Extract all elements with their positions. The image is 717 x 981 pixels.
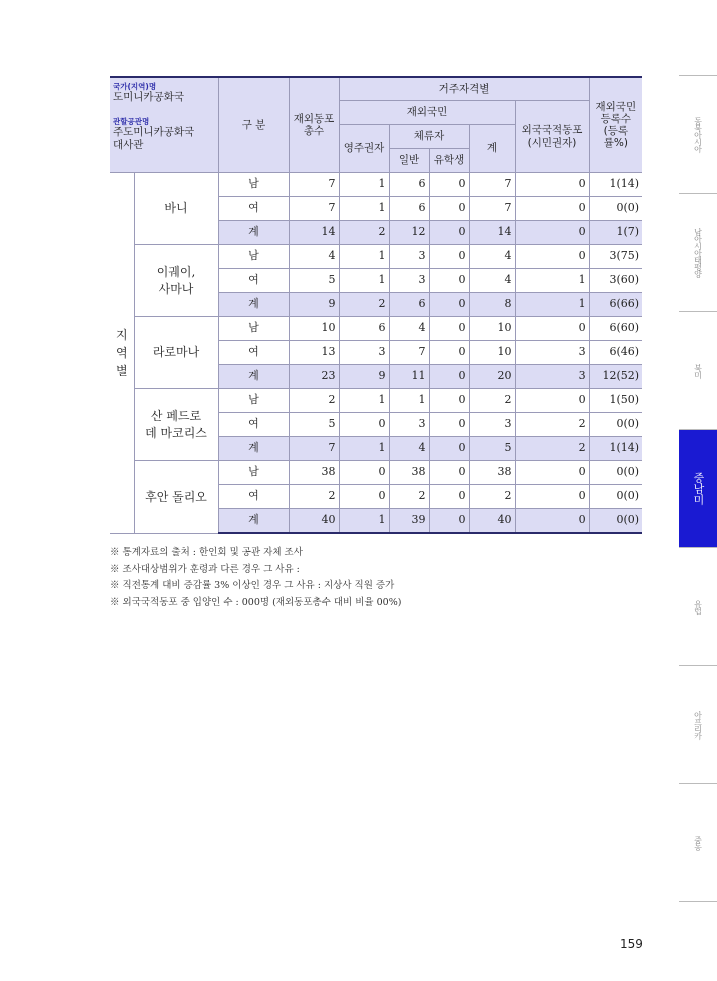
table-body bbox=[110, 173, 642, 534]
permanent-cell: 6 bbox=[339, 317, 389, 341]
student-cell: 0 bbox=[429, 269, 469, 293]
student-cell: 0 bbox=[429, 365, 469, 389]
general-cell: 38 bbox=[389, 461, 429, 485]
total-header: 재외동포 총수 bbox=[289, 77, 339, 173]
total-cell: 23 bbox=[289, 365, 339, 389]
student-cell: 0 bbox=[429, 317, 469, 341]
side-nav-item[interactable] bbox=[679, 548, 717, 665]
subtotal-cell: 2 bbox=[469, 485, 515, 509]
registered-cell: 6(46) bbox=[589, 341, 642, 365]
side-nav-divider bbox=[679, 901, 717, 902]
side-nav-label: 중동 bbox=[693, 835, 703, 850]
total-cell: 14 bbox=[289, 221, 339, 245]
residence-header: 거주자격별 bbox=[339, 77, 589, 101]
footnote: ※ 통계자료의 출처 : 한인회 및 공관 자체 조사 bbox=[110, 547, 303, 558]
table-row bbox=[110, 461, 642, 485]
office-name-line2: 대사관 bbox=[113, 139, 144, 151]
permanent-cell: 0 bbox=[339, 461, 389, 485]
registered-cell: 1(14) bbox=[589, 437, 642, 461]
permanent-cell: 1 bbox=[339, 197, 389, 221]
side-nav-item[interactable] bbox=[679, 194, 717, 311]
student-cell: 0 bbox=[429, 245, 469, 269]
table-row bbox=[110, 389, 642, 413]
foreign-header: 외국국적동포 (시민권자) bbox=[515, 101, 589, 173]
category-cell: 여 bbox=[218, 197, 289, 221]
region-name: 산 페드로 데 마코리스 bbox=[134, 389, 218, 461]
category-cell: 여 bbox=[218, 485, 289, 509]
footnotes bbox=[110, 545, 650, 611]
total-cell: 4 bbox=[289, 245, 339, 269]
general-cell: 2 bbox=[389, 485, 429, 509]
total-cell: 7 bbox=[289, 437, 339, 461]
registered-cell: 1(14) bbox=[589, 173, 642, 197]
total-cell: 38 bbox=[289, 461, 339, 485]
foreign-cell: 2 bbox=[515, 413, 589, 437]
permanent-cell: 1 bbox=[339, 437, 389, 461]
general-cell: 3 bbox=[389, 269, 429, 293]
foreign-cell: 1 bbox=[515, 269, 589, 293]
student-cell: 0 bbox=[429, 389, 469, 413]
region-name: 이궤이, 사마나 bbox=[134, 245, 218, 317]
country-label: 국가(지역)명 bbox=[113, 82, 157, 91]
total-cell: 5 bbox=[289, 269, 339, 293]
permanent-cell: 1 bbox=[339, 509, 389, 534]
foreign-cell: 0 bbox=[515, 173, 589, 197]
subtotal-cell: 4 bbox=[469, 269, 515, 293]
footnote: ※ 직전통계 대비 증감률 3% 이상인 경우 그 사유 : 지상사 직원 증가 bbox=[110, 580, 395, 591]
category-cell: 여 bbox=[218, 341, 289, 365]
category-header: 구 분 bbox=[218, 77, 289, 173]
general-cell: 6 bbox=[389, 197, 429, 221]
subtotal-cell: 8 bbox=[469, 293, 515, 317]
permanent-cell: 2 bbox=[339, 293, 389, 317]
table-row bbox=[110, 245, 642, 269]
group-label: 지 역 별 bbox=[110, 173, 134, 534]
category-cell: 계 bbox=[218, 293, 289, 317]
foreign-cell: 0 bbox=[515, 461, 589, 485]
permanent-header: 영주권자 bbox=[339, 125, 389, 173]
registered-cell: 12(52) bbox=[589, 365, 642, 389]
subtotal-cell: 38 bbox=[469, 461, 515, 485]
student-cell: 0 bbox=[429, 197, 469, 221]
subtotal-cell: 4 bbox=[469, 245, 515, 269]
table-row bbox=[110, 173, 642, 197]
side-nav-label: 동북아시아 bbox=[693, 117, 703, 152]
side-nav-label: 유럽 bbox=[693, 599, 703, 614]
subtotal-cell: 5 bbox=[469, 437, 515, 461]
registered-cell: 6(60) bbox=[589, 317, 642, 341]
student-cell: 0 bbox=[429, 341, 469, 365]
student-header: 유학생 bbox=[429, 149, 469, 173]
side-nav-label: 남아시아태평양 bbox=[693, 228, 703, 277]
total-cell: 2 bbox=[289, 485, 339, 509]
registered-cell: 1(7) bbox=[589, 221, 642, 245]
permanent-cell: 1 bbox=[339, 269, 389, 293]
permanent-cell: 9 bbox=[339, 365, 389, 389]
region-name: 라로마나 bbox=[134, 317, 218, 389]
subtotal-cell: 10 bbox=[469, 317, 515, 341]
category-cell: 계 bbox=[218, 365, 289, 389]
category-cell: 남 bbox=[218, 173, 289, 197]
student-cell: 0 bbox=[429, 485, 469, 509]
registered-cell: 0(0) bbox=[589, 461, 642, 485]
total-cell: 10 bbox=[289, 317, 339, 341]
side-nav-item[interactable] bbox=[679, 76, 717, 193]
general-header: 일반 bbox=[389, 149, 429, 173]
general-cell: 1 bbox=[389, 389, 429, 413]
category-cell: 남 bbox=[218, 245, 289, 269]
footnote: ※ 조사대상범위가 훈령과 다른 경우 그 사유 : bbox=[110, 563, 300, 575]
category-cell: 계 bbox=[218, 509, 289, 534]
foreign-cell: 0 bbox=[515, 221, 589, 245]
foreign-cell: 3 bbox=[515, 365, 589, 389]
student-cell: 0 bbox=[429, 437, 469, 461]
permanent-cell: 1 bbox=[339, 389, 389, 413]
subtotal-cell: 7 bbox=[469, 173, 515, 197]
subtotal-cell: 14 bbox=[469, 221, 515, 245]
category-cell: 남 bbox=[218, 389, 289, 413]
table-row bbox=[110, 317, 642, 341]
permanent-cell: 1 bbox=[339, 173, 389, 197]
category-cell: 남 bbox=[218, 317, 289, 341]
sojourn-header: 체류자 bbox=[389, 125, 469, 149]
general-cell: 3 bbox=[389, 413, 429, 437]
category-cell: 계 bbox=[218, 221, 289, 245]
country-header-cell bbox=[110, 77, 218, 173]
general-cell: 39 bbox=[389, 509, 429, 534]
foreign-cell: 0 bbox=[515, 197, 589, 221]
page-number: 159 bbox=[620, 937, 643, 951]
subtotal-cell: 10 bbox=[469, 341, 515, 365]
foreign-cell: 0 bbox=[515, 389, 589, 413]
foreign-cell: 0 bbox=[515, 245, 589, 269]
permanent-cell: 0 bbox=[339, 413, 389, 437]
student-cell: 0 bbox=[429, 221, 469, 245]
total-cell: 7 bbox=[289, 173, 339, 197]
category-cell: 여 bbox=[218, 413, 289, 437]
student-cell: 0 bbox=[429, 173, 469, 197]
office-label: 관할공관명 bbox=[113, 116, 150, 126]
student-cell: 0 bbox=[429, 461, 469, 485]
general-cell: 6 bbox=[389, 293, 429, 317]
total-cell: 40 bbox=[289, 509, 339, 534]
subtotal-header: 계 bbox=[469, 125, 515, 173]
general-cell: 4 bbox=[389, 317, 429, 341]
student-cell: 0 bbox=[429, 413, 469, 437]
permanent-cell: 3 bbox=[339, 341, 389, 365]
total-cell: 7 bbox=[289, 197, 339, 221]
general-cell: 12 bbox=[389, 221, 429, 245]
office-name-line1: 주도미니카공화국 bbox=[113, 125, 195, 138]
side-nav-item[interactable] bbox=[679, 430, 717, 547]
category-cell: 여 bbox=[218, 269, 289, 293]
total-cell: 13 bbox=[289, 341, 339, 365]
general-cell: 6 bbox=[389, 173, 429, 197]
total-cell: 2 bbox=[289, 389, 339, 413]
category-cell: 남 bbox=[218, 461, 289, 485]
registered-cell: 0(0) bbox=[589, 509, 642, 534]
general-cell: 7 bbox=[389, 341, 429, 365]
region-name: 후안 돌리오 bbox=[134, 461, 218, 534]
region-name: 바니 bbox=[134, 173, 218, 245]
footnote: ※ 외국국적동포 중 입양인 수 : 000명 (재외동포총수 대비 비율 00%) bbox=[110, 596, 402, 608]
total-cell: 5 bbox=[289, 413, 339, 437]
registered-cell: 3(75) bbox=[589, 245, 642, 269]
foreign-cell: 0 bbox=[515, 317, 589, 341]
table-header bbox=[110, 77, 642, 173]
side-nav-label: 중남미 bbox=[692, 472, 705, 505]
registered-cell: 1(50) bbox=[589, 389, 642, 413]
foreign-cell: 1 bbox=[515, 293, 589, 317]
registered-header: 재외국민 등록수 (등록률%) bbox=[589, 77, 642, 173]
general-cell: 11 bbox=[389, 365, 429, 389]
side-nav-item[interactable] bbox=[679, 666, 717, 783]
country-name: 도미니카공화국 bbox=[113, 91, 185, 104]
side-nav-item[interactable] bbox=[679, 312, 717, 429]
registered-cell: 0(0) bbox=[589, 485, 642, 509]
registered-cell: 6(66) bbox=[589, 293, 642, 317]
permanent-cell: 1 bbox=[339, 245, 389, 269]
subtotal-cell: 40 bbox=[469, 509, 515, 534]
statistics-table bbox=[110, 76, 642, 534]
category-cell: 계 bbox=[218, 437, 289, 461]
subtotal-cell: 2 bbox=[469, 389, 515, 413]
side-nav-label: 북미 bbox=[693, 363, 703, 378]
student-cell: 0 bbox=[429, 293, 469, 317]
subtotal-cell: 3 bbox=[469, 413, 515, 437]
foreign-cell: 3 bbox=[515, 341, 589, 365]
total-cell: 9 bbox=[289, 293, 339, 317]
registered-cell: 3(60) bbox=[589, 269, 642, 293]
general-cell: 3 bbox=[389, 245, 429, 269]
registered-cell: 0(0) bbox=[589, 413, 642, 437]
subtotal-cell: 7 bbox=[469, 197, 515, 221]
side-nav-label: 아프리카 bbox=[693, 710, 703, 739]
citizens-header: 재외국민 bbox=[339, 101, 515, 125]
student-cell: 0 bbox=[429, 509, 469, 534]
permanent-cell: 0 bbox=[339, 485, 389, 509]
foreign-cell: 0 bbox=[515, 509, 589, 534]
foreign-cell: 2 bbox=[515, 437, 589, 461]
side-nav-item[interactable] bbox=[679, 784, 717, 901]
subtotal-cell: 20 bbox=[469, 365, 515, 389]
foreign-cell: 0 bbox=[515, 485, 589, 509]
registered-cell: 0(0) bbox=[589, 197, 642, 221]
permanent-cell: 2 bbox=[339, 221, 389, 245]
general-cell: 4 bbox=[389, 437, 429, 461]
